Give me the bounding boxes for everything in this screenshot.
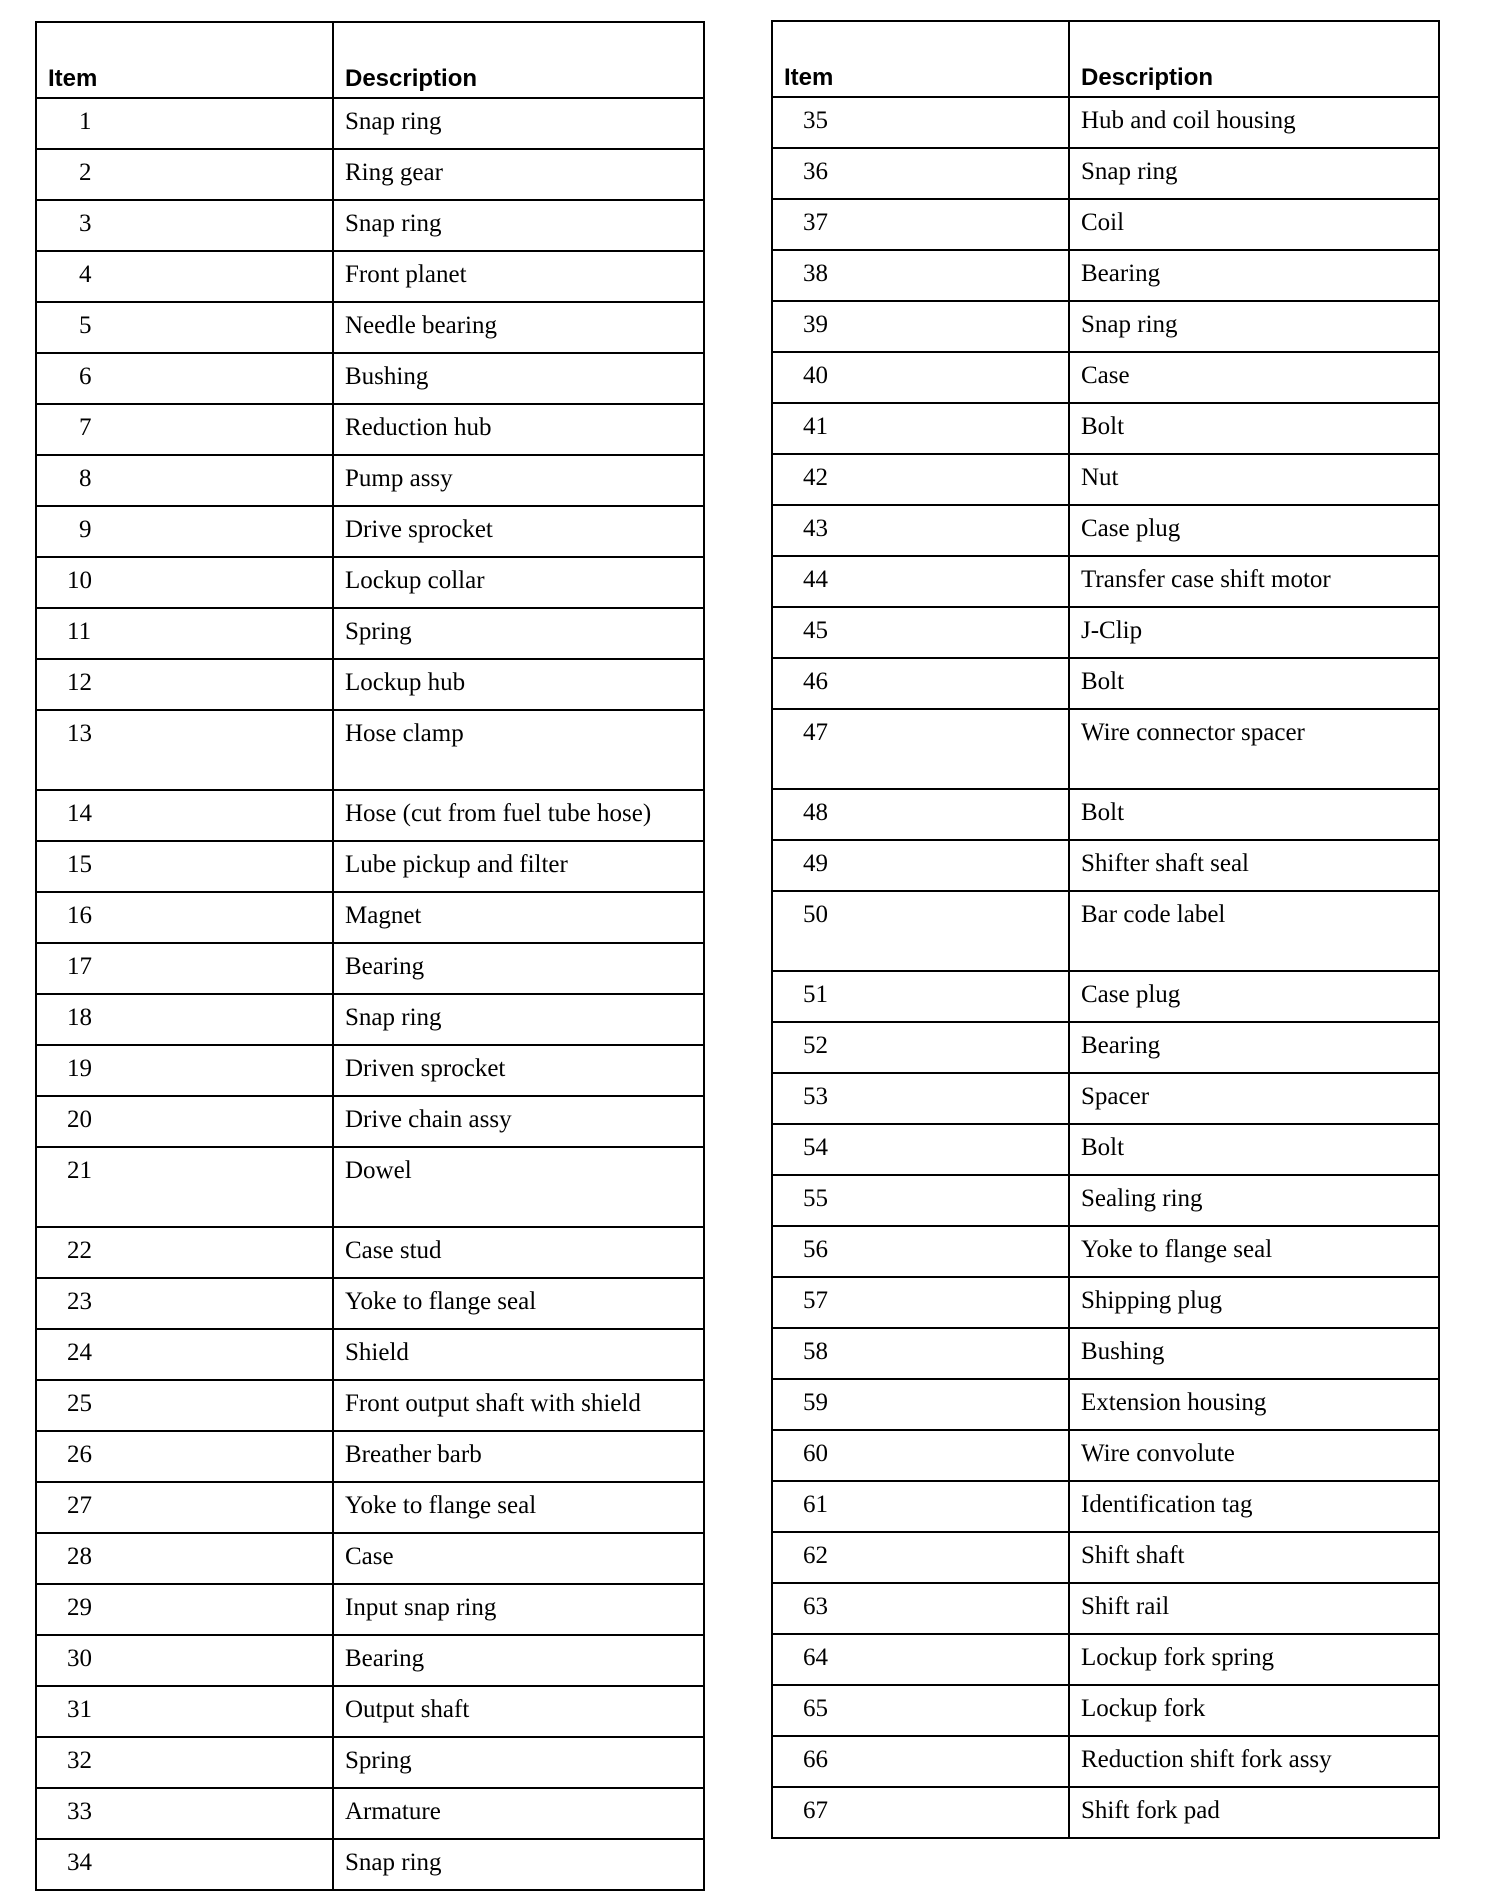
description-cell: Wire connector spacer [1069,709,1439,789]
table-row [772,1022,1439,1073]
description-cell: Ring gear [333,149,704,200]
description-cell: Front planet [333,251,704,302]
description-cell: Breather barb [333,1431,704,1482]
item-number-cell: 47 [772,709,1069,789]
item-number-cell: 10 [36,557,333,608]
description-cell: Lockup fork [1069,1685,1439,1736]
table-row [36,98,704,149]
description-cell: Needle bearing [333,302,704,353]
description-cell: Lockup hub [333,659,704,710]
description-cell: Snap ring [333,200,704,251]
item-number-cell: 51 [772,971,1069,1022]
item-number-cell: 53 [772,1073,1069,1124]
item-number-cell: 23 [36,1278,333,1329]
description-cell: Shift fork pad [1069,1787,1439,1838]
description-cell: Lube pickup and filter [333,841,704,892]
description-cell: Bolt [1069,1124,1439,1175]
description-cell: Case plug [1069,971,1439,1022]
item-number-cell: 37 [772,199,1069,250]
description-cell: Nut [1069,454,1439,505]
table-row [772,1379,1439,1430]
table-row [36,1533,704,1584]
table-row [772,556,1439,607]
description-cell: Lockup collar [333,557,704,608]
table-row [36,841,704,892]
table-row [36,353,704,404]
description-cell: Shifter shaft seal [1069,840,1439,891]
item-number-cell: 57 [772,1277,1069,1328]
item-number-cell: 41 [772,403,1069,454]
description-cell: Snap ring [333,1839,704,1890]
table-body [36,98,704,1890]
table-row [772,199,1439,250]
description-cell: Shipping plug [1069,1277,1439,1328]
item-number-cell: 65 [772,1685,1069,1736]
item-number-cell: 56 [772,1226,1069,1277]
table-row [36,1096,704,1147]
table-row [36,710,704,790]
description-cell: Extension housing [1069,1379,1439,1430]
table-row [772,891,1439,971]
item-number-cell: 13 [36,710,333,790]
item-number-cell: 43 [772,505,1069,556]
table-body [772,97,1439,1838]
item-number-cell: 62 [772,1532,1069,1583]
item-number-cell: 19 [36,1045,333,1096]
item-number-cell: 11 [36,608,333,659]
description-cell: Bolt [1069,403,1439,454]
table-row [36,1380,704,1431]
item-number-cell: 5 [36,302,333,353]
table-row [36,1278,704,1329]
item-number-cell: 44 [772,556,1069,607]
item-number-cell: 60 [772,1430,1069,1481]
description-cell: Hub and coil housing [1069,97,1439,148]
item-number-cell: 38 [772,250,1069,301]
parts-table-left [35,21,705,1891]
item-number-cell: 22 [36,1227,333,1278]
description-cell: J-Clip [1069,607,1439,658]
description-cell: Transfer case shift motor [1069,556,1439,607]
table-row [772,250,1439,301]
table-row [772,454,1439,505]
description-cell: Snap ring [333,98,704,149]
table-row [36,790,704,841]
description-cell: Hose clamp [333,710,704,790]
item-number-cell: 64 [772,1634,1069,1685]
description-cell: Yoke to flange seal [333,1482,704,1533]
item-number-cell: 67 [772,1787,1069,1838]
item-number-cell: 28 [36,1533,333,1584]
item-number-cell: 66 [772,1736,1069,1787]
table-row [772,789,1439,840]
table-row [36,1788,704,1839]
table-row [36,557,704,608]
table-row [36,659,704,710]
table-row [772,1124,1439,1175]
header-row [36,22,704,98]
item-number-cell: 50 [772,891,1069,971]
description-cell: Bearing [1069,250,1439,301]
description-cell: Snap ring [1069,301,1439,352]
table-row [772,97,1439,148]
item-number-cell: 33 [36,1788,333,1839]
table-row [36,1227,704,1278]
description-cell: Bar code label [1069,891,1439,971]
item-number-cell: 58 [772,1328,1069,1379]
item-number-cell: 46 [772,658,1069,709]
table-row [36,1686,704,1737]
table-row [36,892,704,943]
item-number-cell: 17 [36,943,333,994]
table-row [36,506,704,557]
item-number-cell: 9 [36,506,333,557]
description-cell: Spring [333,1737,704,1788]
header-row [772,21,1439,97]
parts-table-right [771,20,1440,1839]
table-row [772,709,1439,789]
table-row [772,658,1439,709]
table-row [772,1226,1439,1277]
table-row [772,607,1439,658]
table-row [36,1329,704,1380]
description-cell: Case stud [333,1227,704,1278]
description-cell: Lockup fork spring [1069,1634,1439,1685]
description-cell: Bushing [333,353,704,404]
description-cell: Wire convolute [1069,1430,1439,1481]
item-number-cell: 34 [36,1839,333,1890]
description-cell: Front output shaft with shield [333,1380,704,1431]
item-number-cell: 35 [772,97,1069,148]
item-number-cell: 59 [772,1379,1069,1430]
description-cell: Dowel [333,1147,704,1227]
table-row [772,1736,1439,1787]
description-cell: Case [1069,352,1439,403]
item-number-cell: 18 [36,994,333,1045]
description-cell: Spacer [1069,1073,1439,1124]
description-cell: Drive chain assy [333,1096,704,1147]
description-cell: Drive sprocket [333,506,704,557]
table-row [36,1045,704,1096]
item-column-header: Item [36,22,333,98]
table-row [772,403,1439,454]
table-row [772,148,1439,199]
description-cell: Bolt [1069,789,1439,840]
description-cell: Case plug [1069,505,1439,556]
table-row [36,404,704,455]
item-number-cell: 40 [772,352,1069,403]
table-row [36,251,704,302]
item-number-cell: 54 [772,1124,1069,1175]
table-row [36,943,704,994]
description-cell: Input snap ring [333,1584,704,1635]
table-row [36,302,704,353]
description-cell: Pump assy [333,455,704,506]
table-row [36,1635,704,1686]
description-cell: Bushing [1069,1328,1439,1379]
item-number-cell: 3 [36,200,333,251]
table-row [772,840,1439,891]
item-number-cell: 1 [36,98,333,149]
table-row [36,149,704,200]
description-cell: Reduction shift fork assy [1069,1736,1439,1787]
table-row [772,1634,1439,1685]
item-number-cell: 7 [36,404,333,455]
description-cell: Magnet [333,892,704,943]
table-row [36,608,704,659]
description-cell: Shield [333,1329,704,1380]
item-number-cell: 15 [36,841,333,892]
item-number-cell: 21 [36,1147,333,1227]
table-row [36,994,704,1045]
item-number-cell: 32 [36,1737,333,1788]
table-row [36,1737,704,1788]
item-number-cell: 2 [36,149,333,200]
table-row [772,971,1439,1022]
table-row [772,1430,1439,1481]
item-number-cell: 4 [36,251,333,302]
item-number-cell: 61 [772,1481,1069,1532]
description-cell: Yoke to flange seal [333,1278,704,1329]
table-row [772,505,1439,556]
item-number-cell: 39 [772,301,1069,352]
description-cell: Bearing [333,1635,704,1686]
description-cell: Reduction hub [333,404,704,455]
description-cell: Output shaft [333,1686,704,1737]
table-row [36,200,704,251]
item-number-cell: 24 [36,1329,333,1380]
item-number-cell: 26 [36,1431,333,1482]
description-cell: Case [333,1533,704,1584]
item-number-cell: 14 [36,790,333,841]
description-cell: Shift shaft [1069,1532,1439,1583]
table-row [772,1583,1439,1634]
item-number-cell: 29 [36,1584,333,1635]
table-row [36,1482,704,1533]
item-number-cell: 36 [772,148,1069,199]
description-cell: Coil [1069,199,1439,250]
table-row [772,352,1439,403]
table-row [772,1277,1439,1328]
table-row [772,1175,1439,1226]
item-number-cell: 8 [36,455,333,506]
table-row [36,455,704,506]
description-cell: Driven sprocket [333,1045,704,1096]
description-cell: Snap ring [333,994,704,1045]
item-number-cell: 52 [772,1022,1069,1073]
table-row [36,1147,704,1227]
table-row [36,1584,704,1635]
item-column-header: Item [772,21,1069,97]
item-number-cell: 6 [36,353,333,404]
description-cell: Yoke to flange seal [1069,1226,1439,1277]
item-number-cell: 27 [36,1482,333,1533]
table-row [772,1787,1439,1838]
table-row [772,1481,1439,1532]
description-cell: Spring [333,608,704,659]
description-column-header: Description [333,22,704,98]
item-number-cell: 30 [36,1635,333,1686]
item-number-cell: 25 [36,1380,333,1431]
description-cell: Snap ring [1069,148,1439,199]
description-cell: Bolt [1069,658,1439,709]
table-row [772,301,1439,352]
item-number-cell: 42 [772,454,1069,505]
table-row [772,1685,1439,1736]
table-row [36,1431,704,1482]
description-cell: Armature [333,1788,704,1839]
item-number-cell: 16 [36,892,333,943]
description-cell: Bearing [333,943,704,994]
description-column-header: Description [1069,21,1439,97]
description-cell: Identification tag [1069,1481,1439,1532]
item-number-cell: 20 [36,1096,333,1147]
item-number-cell: 31 [36,1686,333,1737]
item-number-cell: 48 [772,789,1069,840]
table-row [36,1839,704,1890]
item-number-cell: 49 [772,840,1069,891]
item-number-cell: 63 [772,1583,1069,1634]
description-cell: Bearing [1069,1022,1439,1073]
item-number-cell: 12 [36,659,333,710]
description-cell: Sealing ring [1069,1175,1439,1226]
table-row [772,1328,1439,1379]
item-number-cell: 55 [772,1175,1069,1226]
description-cell: Hose (cut from fuel tube hose) [333,790,704,841]
table-row [772,1073,1439,1124]
item-number-cell: 45 [772,607,1069,658]
description-cell: Shift rail [1069,1583,1439,1634]
